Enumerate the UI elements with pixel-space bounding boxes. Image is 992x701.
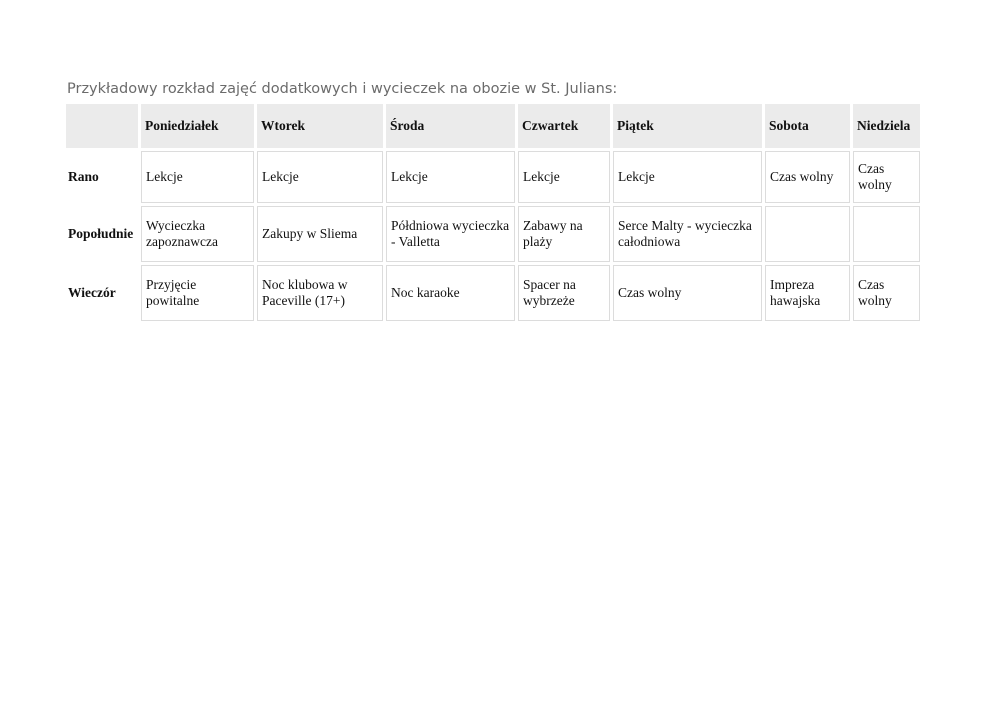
table-cell: Czas wolny [853, 265, 920, 321]
table-cell: Serce Malty - wycieczka całodniowa [613, 206, 762, 262]
table-cell [853, 206, 920, 262]
table-cell: Noc klubowa w Paceville (17+) [257, 265, 383, 321]
column-header-monday: Poniedziałek [141, 104, 254, 148]
column-header-thursday: Czwartek [518, 104, 610, 148]
table-cell: Noc karaoke [386, 265, 515, 321]
row-header-morning: Rano [68, 169, 99, 184]
table-cell: Czas wolny [613, 265, 762, 321]
table-cell: Czas wolny [765, 151, 850, 203]
table-cell: Zabawy na plaży [518, 206, 610, 262]
table-cell: Półdniowa wycieczka - Valletta [386, 206, 515, 262]
table-cell [765, 206, 850, 262]
table-cell: Czas wolny [853, 151, 920, 203]
table-cell: Lekcje [141, 151, 254, 203]
column-header-saturday: Sobota [765, 104, 850, 148]
table-row [66, 206, 920, 262]
table-cell: Zakupy w Sliema [257, 206, 383, 262]
row-header-evening: Wieczór [68, 285, 116, 300]
table-cell: Wycieczka zapoznawcza [141, 206, 254, 262]
column-header-friday: Piątek [613, 104, 762, 148]
corner-cell [66, 104, 138, 148]
column-header-sunday: Niedziela [853, 104, 920, 148]
table-cell: Lekcje [257, 151, 383, 203]
schedule-table [63, 101, 923, 324]
table-row [66, 265, 920, 321]
table-cell: Lekcje [613, 151, 762, 203]
table-cell: Przyjęcie powitalne [141, 265, 254, 321]
table-cell: Lekcje [386, 151, 515, 203]
intro-text: Przykładowy rozkład zajęć dodatkowych i wycieczek na obozie w St. Julians: [67, 81, 618, 97]
table-cell: Impreza hawajska [765, 265, 850, 321]
table-row [66, 151, 920, 203]
column-header-wednesday: Środa [386, 104, 515, 148]
header-row [66, 104, 920, 148]
table-cell: Lekcje [518, 151, 610, 203]
row-header-afternoon: Popołudnie [68, 226, 134, 241]
column-header-tuesday: Wtorek [257, 104, 383, 148]
table-cell: Spacer na wybrzeże [518, 265, 610, 321]
